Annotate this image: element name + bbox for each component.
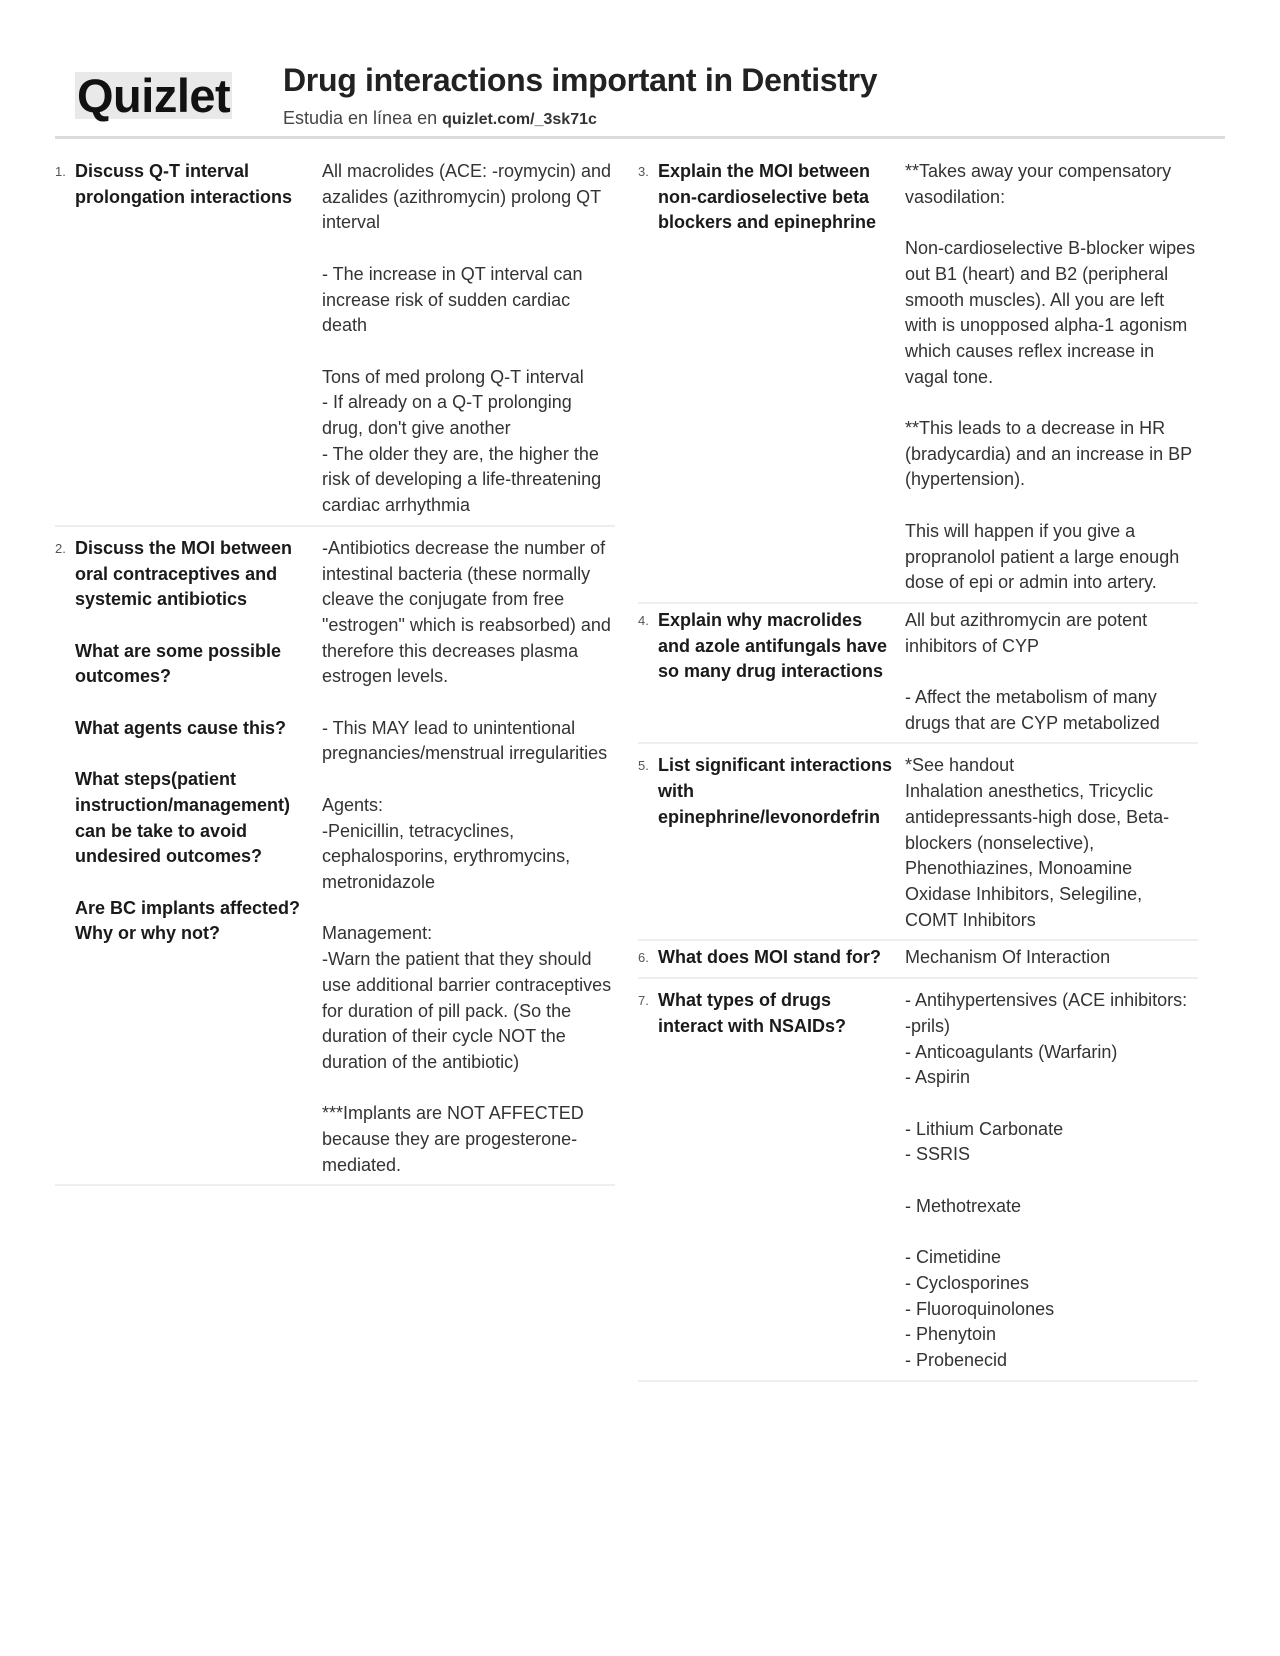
card-term: Explain the MOI between non-cardioselective beta blockers and epinephrine xyxy=(658,161,877,233)
page-subtitle xyxy=(283,108,597,129)
card-number: 7. xyxy=(638,993,649,1009)
card-number: 2. xyxy=(55,540,66,556)
flashcard-row xyxy=(638,941,1198,979)
flashcard-row xyxy=(638,979,1198,1382)
card-definition: -Antibiotics decrease the number of intestinal bacteria (these normally cleave the conjugate from free "estrogen" which is reabsorbed) and therefore this decreases plasma estrogen levels. - This MAY lead to unintentional pregnancies/menstrual irregularities Agents: -Penicillin, tetracyclines, cephalosporins, erythromycins, metronidazole Management: -Warn the patient that they should use additional barrier contraceptives for duration of pill pack. (So the duration of their cycle NOT the duration of the antibiotic) ***Implants are NOT AFFECTED because they are progesterone-mediated. xyxy=(322,537,612,1175)
card-number: 4. xyxy=(638,612,649,628)
study-link[interactable]: quizlet.com/_3sk71c xyxy=(442,111,597,128)
flashcard-row xyxy=(55,527,615,1187)
card-term: What does MOI stand for? xyxy=(658,947,881,968)
card-term: List significant interactions with epinephrine/levonordefrin xyxy=(658,755,898,827)
card-term: Discuss the MOI between oral contraceptives and systemic antibiotics What are some possible outcomes? What agents cause this? What steps(patient instruction/management) can be take to avoid undesired outcomes? Are BC implants affected? Why or why not? xyxy=(75,537,301,944)
card-definition: *See handout Inhalation anesthetics, Tricyclic antidepressants-high dose, Beta-blockers (nonselective), Phenothiazines, Monoamine Oxidase Inhibitors, Selegiline, COMT Inhibitors xyxy=(905,755,1170,930)
card-term: Discuss Q-T interval prolongation interactions xyxy=(75,161,293,207)
flashcard-row xyxy=(638,744,1198,941)
card-number: 3. xyxy=(638,164,649,179)
left-column xyxy=(55,153,615,1186)
page-title: Drug interactions important in Dentistry xyxy=(283,62,878,98)
card-definition: Mechanism Of Interaction xyxy=(905,947,1111,968)
flashcard-row xyxy=(55,153,615,527)
card-number: 1. xyxy=(55,164,66,179)
card-term: What types of drugs interact with NSAIDs? xyxy=(658,990,847,1036)
header-divider xyxy=(55,136,1225,139)
card-term: Explain why macrolides and azole antifungals have so many drug interactions xyxy=(658,609,893,682)
card-number: 5. xyxy=(638,758,649,774)
card-number: 6. xyxy=(638,950,649,966)
right-column xyxy=(638,153,1198,1382)
quizlet-logo: Quizlet xyxy=(77,69,231,122)
subtitle-prefix: Estudia en línea en xyxy=(283,108,438,128)
card-definition: All macrolides (ACE: -roymycin) and azalides (azithromycin) prolong QT interval - The increase in QT interval can increase risk of sudden cardiac death Tons of med prolong Q-T interval - If already on a Q-T prolonging drug, don't give another - The older they are, the higher the risk of developing a life-threatening cardiac arrhythmia xyxy=(322,161,612,516)
flashcard-row xyxy=(638,153,1198,604)
card-definition: **Takes away your compensatory vasodilation: Non-cardioselective B-blocker wipes out B1 (heart) and B2 (peripheral smooth muscles). All you are left with is unopposed alpha-1 agonism which causes reflex increase in vagal tone. **This leads to a decrease in HR (bradycardia) and an increase in BP (hypertension). This will happen if you give a propranolol patient a large enough dose of epi or admin into artery. xyxy=(905,161,1196,593)
card-definition: All but azithromycin are potent inhibitors of CYP - Affect the metabolism of many drugs that are CYP metabolized xyxy=(905,609,1160,733)
flashcard-row xyxy=(638,604,1198,745)
card-definition: - Antihypertensives (ACE inhibitors: -prils) - Anticoagulants (Warfarin) - Aspirin - Lithium Carbonate - SSRIS - Methotrexate - Cimetidine - Cyclosporines - Fluoroquinolones - Phenytoin - Probenecid xyxy=(905,990,1188,1370)
